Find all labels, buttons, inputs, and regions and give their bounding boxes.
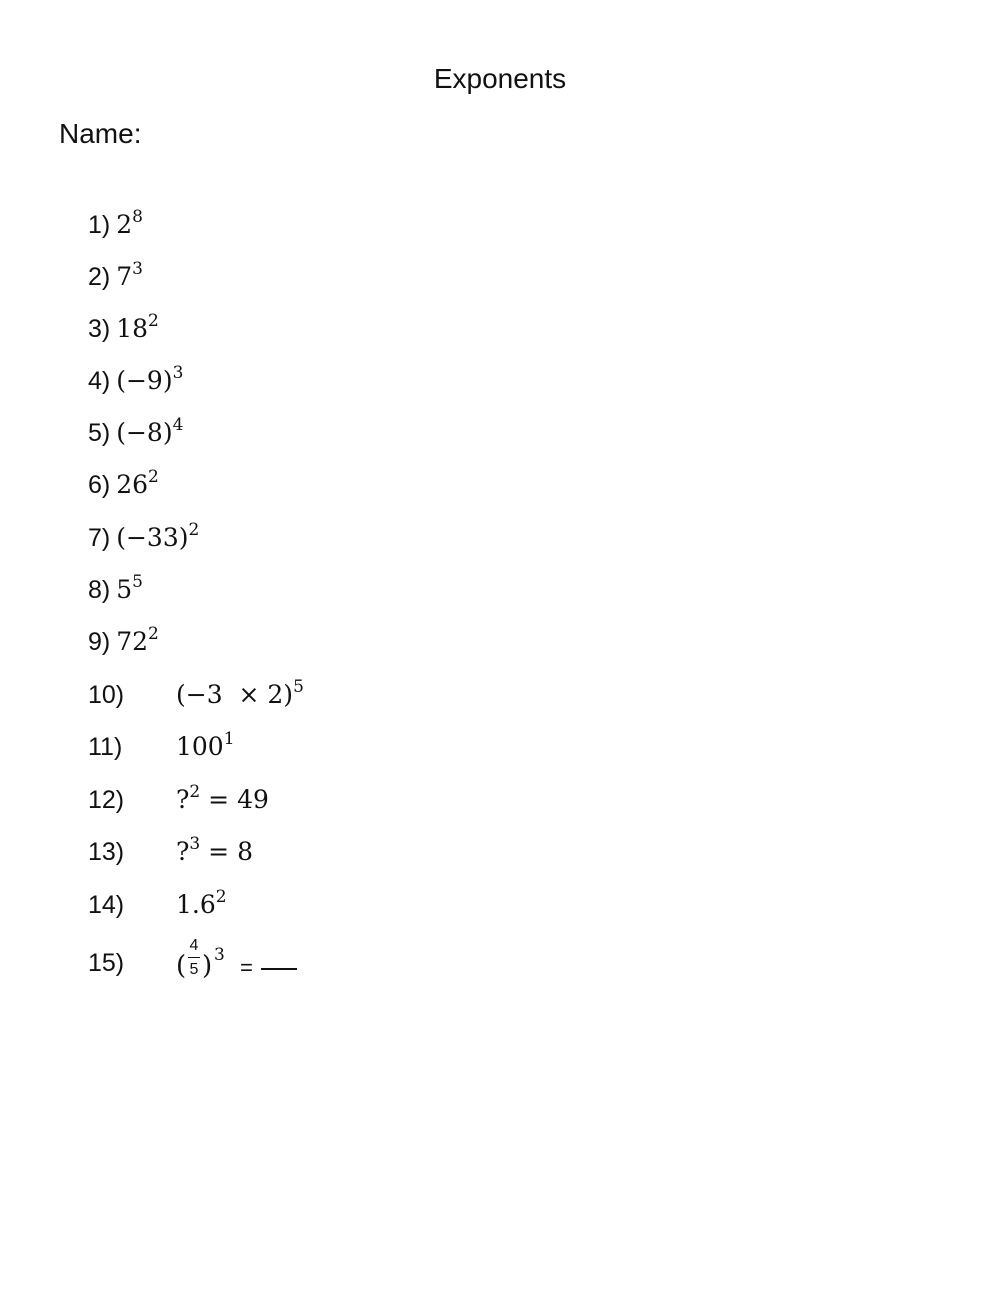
exponent: 2	[188, 519, 200, 540]
problem-number: 10)	[88, 681, 125, 709]
problem-15: 15) ( 4 5 ) 3 =	[88, 943, 488, 1003]
problem-expression	[116, 465, 159, 505]
base: (−8)	[116, 418, 173, 447]
exponent: 3	[132, 258, 143, 279]
fraction	[186, 937, 202, 979]
base: ?	[176, 785, 190, 814]
exponent: 2	[148, 466, 159, 487]
problem-8	[88, 570, 488, 610]
base: (−33)	[116, 523, 189, 552]
open-paren: (	[176, 951, 187, 981]
base: (−3 × 2)	[176, 680, 294, 709]
equation-rest: = 8	[200, 837, 253, 866]
problem-number: 15)	[88, 949, 125, 977]
exponent: 2	[148, 310, 159, 331]
close-paren: )	[202, 951, 213, 981]
problem-13	[88, 832, 488, 872]
base: 72	[116, 627, 149, 656]
exponent: 3	[189, 833, 201, 854]
problem-expression	[116, 309, 159, 349]
problem-1	[88, 205, 488, 245]
problem-9	[88, 622, 488, 662]
exponent: 3	[172, 362, 184, 383]
problem-expression	[176, 675, 304, 715]
problem-number: 9)	[88, 628, 111, 656]
exponent: 2	[189, 781, 201, 802]
problem-expression	[176, 780, 269, 820]
problem-number: 3)	[88, 315, 111, 343]
base: 26	[116, 470, 149, 499]
problem-number: 5)	[88, 419, 111, 447]
exponent: 2	[215, 886, 227, 907]
problem-expression	[116, 622, 159, 662]
problem-number: 4)	[88, 367, 111, 395]
name-label: Name:	[59, 118, 142, 149]
exponent: 5	[132, 571, 143, 592]
problem-expression	[176, 832, 253, 872]
base: 18	[116, 314, 149, 343]
problem-expression	[176, 885, 227, 925]
problem-12	[88, 780, 488, 820]
problem-11	[88, 727, 488, 767]
problem-expression	[116, 205, 143, 245]
answer-line	[261, 968, 297, 970]
problem-number: 6)	[88, 471, 111, 499]
exponent: 4	[172, 414, 184, 435]
exponent: 5	[293, 676, 304, 697]
problem-expression	[116, 518, 199, 558]
problem-number: 11)	[88, 733, 123, 761]
problem-5	[88, 413, 488, 453]
problem-number: 2)	[88, 263, 111, 291]
base: 1.6	[176, 890, 216, 919]
problem-expression	[176, 727, 235, 767]
exponent: 8	[132, 206, 143, 227]
problem-3	[88, 309, 488, 349]
problem-expression	[116, 570, 143, 610]
page-title: Exponents	[433, 63, 567, 94]
equation-rest: = 49	[200, 785, 269, 814]
problem-7	[88, 518, 488, 558]
exponent: 1	[223, 728, 235, 749]
problem-6	[88, 465, 488, 505]
base: 5	[116, 575, 133, 604]
problem-expression	[116, 257, 143, 297]
problem-expression	[116, 413, 183, 453]
equals-sign: =	[240, 955, 253, 980]
problem-number: 1)	[88, 211, 111, 239]
problem-number: 14)	[88, 891, 125, 919]
problem-number: 13)	[88, 838, 125, 866]
base: 2	[116, 210, 133, 239]
numerator: 4	[189, 937, 199, 954]
problem-4	[88, 361, 488, 401]
base: (−9)	[116, 366, 173, 395]
exponent: 2	[148, 623, 159, 644]
base: 7	[116, 262, 133, 291]
problem-number: 7)	[88, 524, 111, 552]
problem-14	[88, 885, 488, 925]
problem-number: 8)	[88, 576, 111, 604]
denominator: 5	[189, 961, 199, 978]
problem-2	[88, 257, 488, 297]
problem-expression	[116, 361, 183, 401]
problem-10	[88, 675, 488, 715]
problem-number: 12)	[88, 786, 125, 814]
base: ?	[176, 837, 190, 866]
base: 100	[176, 732, 224, 761]
fraction-bar	[188, 957, 200, 958]
